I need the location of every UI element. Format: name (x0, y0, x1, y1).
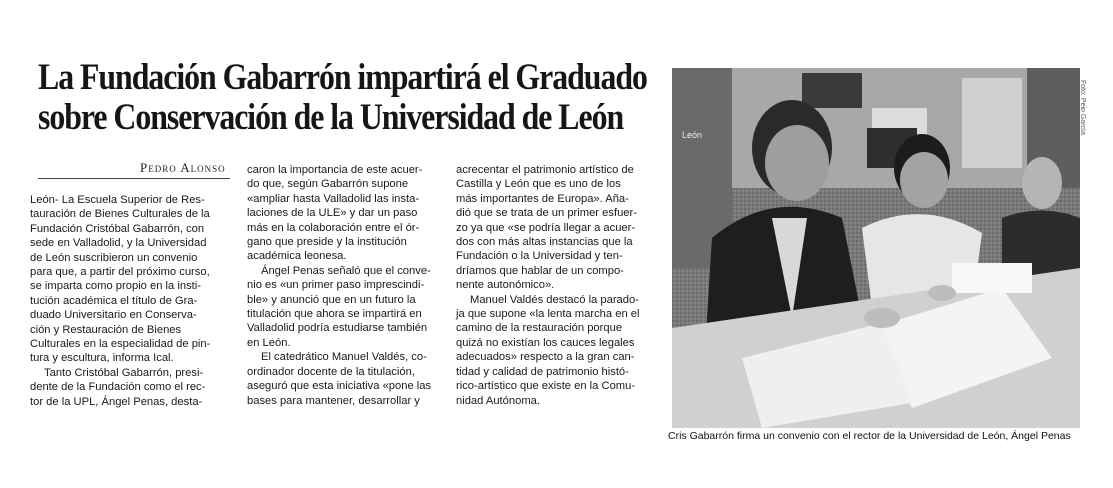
article-line: camino de la restauración porque (456, 322, 623, 335)
article-line: ordinador docente de la titulación, (247, 365, 415, 378)
article-line: más importantes de Europa». Aña- (456, 192, 629, 205)
article-line: tauración de Bienes Culturales de la (30, 208, 210, 221)
article-line: dió que se trata de un primer esfuer- (456, 207, 637, 220)
article-line: Fundación Cristóbal Gabarrón, con (30, 222, 205, 235)
photo-credit: Foto: Peio García (1079, 80, 1086, 135)
article-line: duado Universitario en Conserva- (30, 309, 197, 322)
article-line: tidad y calidad de patrimonio histó- (456, 365, 629, 378)
article-line: Valladolid podría estudiarse también (247, 322, 428, 335)
article-line: Ángel Penas señaló que el conve- (261, 264, 431, 277)
article-line: más en la colaboración entre el ór- (247, 221, 420, 234)
article-line: tor de la UPL, Ángel Penas, desta- (30, 395, 203, 408)
article-line: gano que preside y la institución (247, 236, 407, 249)
article-line: Culturales en la especialidad de pin- (30, 338, 211, 351)
headline-line-2: sobre Conservación de la Universidad de León (38, 97, 624, 138)
article-line: acrecentar el patrimonio artístico de (456, 164, 634, 176)
article-line: «ampliar hasta Valladolid las insta- (247, 192, 420, 205)
photo-sign-text: León (682, 130, 703, 140)
article-line: rico-artístico que existe en la Comu- (456, 380, 636, 393)
article-line: de León suscribieron un convenio (30, 251, 198, 264)
photo-caption: Cris Gabarrón firma un convenio con el rector de la Universidad de León, Ángel Penas (668, 430, 1071, 442)
article-line: nidad Autónoma. (456, 394, 540, 407)
article-line: laciones de la ULE» y dar un paso (247, 207, 418, 220)
article-line: Fundación o la Universidad y ten- (456, 250, 623, 263)
article-line: dente de la Fundación como el rec- (30, 381, 206, 394)
article-line: ja que supone «la lenta marcha en el (456, 308, 640, 321)
article-line: aseguró que esta iniciativa «pone las (247, 380, 432, 393)
headline-line-1: La Fundación Gabarrón impartirá el Graduado (38, 57, 647, 98)
article-column-3 (456, 163, 659, 408)
article-line: nio es «un primer paso imprescindi- (247, 279, 425, 292)
article-line: ble» y anunció que en un futuro la (247, 293, 416, 306)
article-line: titulación que ahora se impartirá en (247, 308, 422, 321)
article-column-1 (30, 193, 233, 409)
article-line: ción y Restauración de Bienes (30, 323, 182, 336)
article-line: El catedrático Manuel Valdés, co- (261, 351, 427, 364)
article-line: en León. (247, 336, 291, 349)
news-photo (672, 68, 1080, 428)
article-line: académica leonesa. (247, 250, 347, 263)
article-line: adecuados» respecto a la gran can- (456, 351, 635, 364)
article-line: tución académica el título de Gra- (30, 294, 198, 307)
article-column-2 (247, 163, 445, 408)
article-line: bases para mantener, desarrollar y (247, 394, 420, 407)
article-line: Tanto Cristóbal Gabarrón, presi- (44, 366, 204, 379)
byline-rule (38, 178, 230, 179)
article-line: caron la importancia de este acuer- (247, 164, 423, 176)
byline: Pedro Alonso (140, 160, 226, 175)
article-line: nente autonómico». (456, 279, 555, 292)
article-line: do que, según Gabarrón supone (247, 178, 409, 191)
article-line: tura y escultura, informa Ical. (30, 352, 174, 365)
article-line: León- La Escuela Superior de Res- (30, 194, 205, 206)
article-line: dríamos que hablar de un compo- (456, 264, 624, 277)
article-line: se imparta como propio en la insti- (30, 280, 201, 293)
headline (38, 57, 647, 138)
article-line: zo ya que «se podría llegar a acuer- (456, 221, 636, 234)
article-line: sede en Valladolid, y la Universidad (30, 237, 207, 250)
article-line: dos con más altas instancias que la (456, 236, 633, 249)
article-line: Castilla y León que es uno de los (456, 178, 621, 191)
article-line: quizá no existían los cauces legales (456, 336, 635, 349)
article-line: Manuel Valdés destacó la parado- (470, 293, 639, 306)
article-line: para que, a partir del próximo curso, (30, 266, 210, 279)
